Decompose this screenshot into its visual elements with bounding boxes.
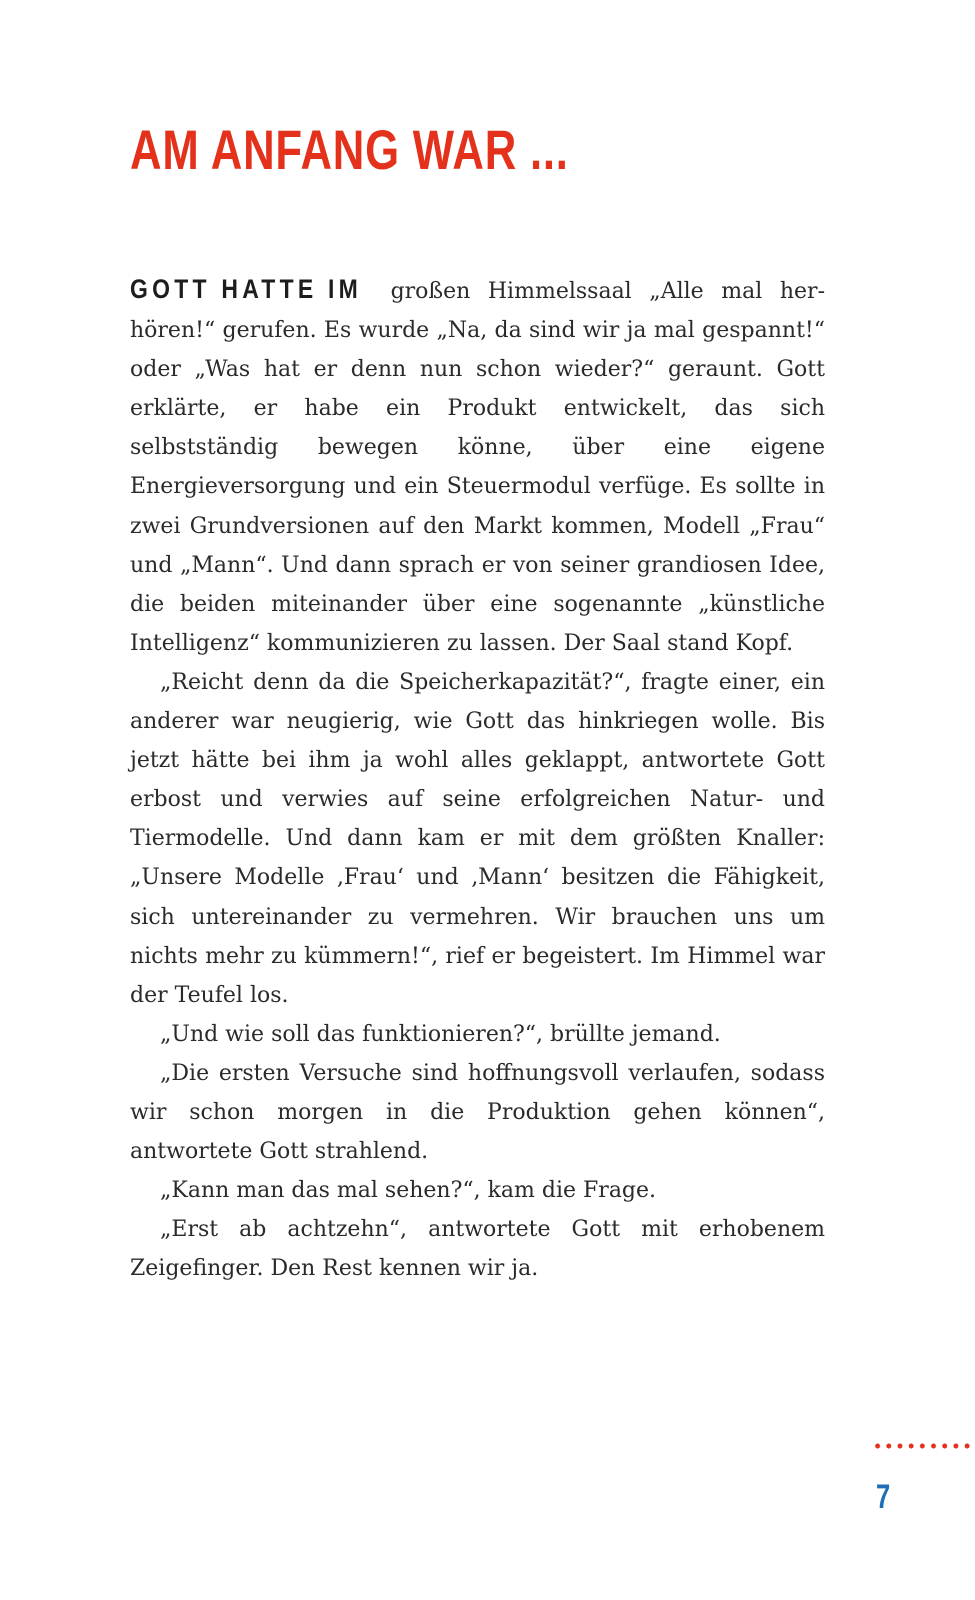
paragraph-1 xyxy=(130,270,825,663)
paragraph-4: „Die ersten Versuche sind hoffnungsvoll verlaufen, sodass wir schon morgen in die Produktion gehen können“, antwortete Gott strahlend. xyxy=(130,1060,825,1165)
paragraph-6: „Erst ab achtzehn“, antwortete Gott mit erhobenem Zeigefinger. Den Rest kennen wir ja. xyxy=(130,1217,825,1282)
page-number: 7 xyxy=(876,1478,891,1516)
paragraph-5: „Kann man das mal sehen?“, kam die Frage. xyxy=(160,1178,657,1204)
chapter-title: AM ANFANG WAR ... xyxy=(130,118,569,181)
lead-in: GOTT HATTE IM xyxy=(130,274,363,304)
paragraph-2: „Reicht denn da die Speicherkapazität?“, fragte einer, ein anderer war neugierig, wie Gott das hinkriegen wolle. Bis jetzt hätte bei ihm ja wohl alles geklappt, antwortete Gott erbost und verwies auf seine erfolgreichen Natur- und Tiermodelle. Und dann kam er mit dem größten Knaller: „Unsere Modelle ‚Frau‘ und ‚Mann‘ besitzen die Fähigkeit, sich untereinander zu vermehren. Wir brauchen uns um nichts mehr zu kümmern!“, rief er begeistert. Im Himmel war der Teufel los. xyxy=(130,669,825,1008)
body-text xyxy=(130,270,825,1288)
paragraph-3: „Und wie soll das funktionieren?“, brüllte jemand. xyxy=(160,1021,721,1047)
paragraph-1-text: großen Himmelssaal „Alle mal herhören!“ gerufen. Es wurde „Na, da sind wir ja mal gespannt!“ oder „Was hat er denn nun schon wieder?“ geraunt. Gott erklärte, er habe ein Produkt entwickelt, das sich selbstständig bewegen könne, über eine eigene Energieversorgung und ein Steuermodul verfüge. Es sollte in zwei Grundversionen auf den Markt kommen, Modell „Frau“ und „Mann“. Und dann sprach er von seiner grandiosen Idee, die beiden miteinander über eine sogenannte „künstliche Intelligenz“ kommunizieren zu lassen. Der Saal stand Kopf. xyxy=(130,279,825,656)
dotted-rule xyxy=(872,1443,975,1449)
